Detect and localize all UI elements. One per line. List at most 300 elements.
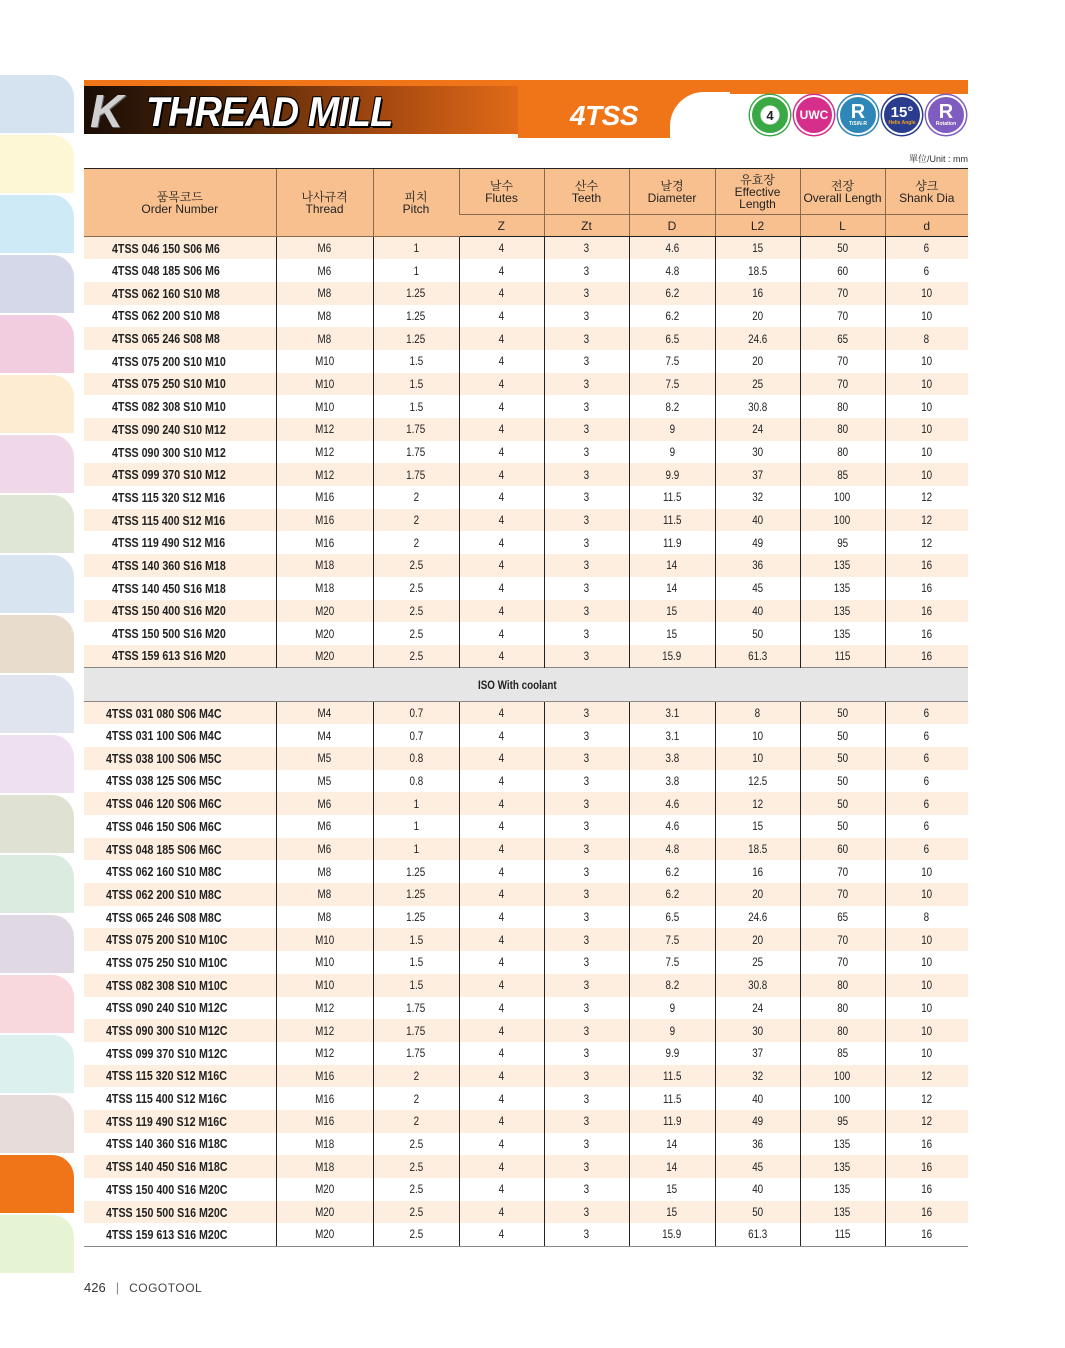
spec-cell: 2.5 [373,1155,459,1178]
spec-cell: 10 [885,395,968,418]
spec-cell: M20 [276,1223,373,1246]
spec-cell: 50 [800,702,885,725]
spec-cell: 70 [800,305,885,328]
spec-cell: 12 [885,1110,968,1133]
side-tab[interactable] [0,795,74,853]
table-row [84,509,968,532]
spec-cell: 50 [800,237,885,260]
side-tab[interactable] [0,315,74,373]
spec-cell: 50 [800,815,885,838]
table-row [84,350,968,373]
helix-angle-badge-icon: 15° Helix Angle [882,95,922,135]
spec-cell: 16 [885,645,968,668]
spec-cell: 3 [544,237,629,260]
spec-cell: 4 [459,600,544,623]
spec-cell: 100 [800,509,885,532]
spec-cell: 3 [544,373,629,396]
column-header-korean: 전장 [830,178,855,193]
spec-cell: M18 [276,1133,373,1156]
spec-cell: M20 [276,1178,373,1201]
order-number-cell: 4TSS 090 240 S10 M12C [106,1000,228,1016]
spec-cell: 10 [885,282,968,305]
spec-cell: 24.6 [715,906,800,929]
spec-cell: 12 [885,531,968,554]
side-tab[interactable] [0,135,74,193]
table-row [84,702,968,725]
spec-cell: 3 [544,860,629,883]
side-tab[interactable] [0,1035,74,1093]
spec-cell: 1.75 [373,1042,459,1065]
spec-cell: 115 [800,645,885,668]
spec-cell: 6.2 [629,883,715,906]
spec-cell: M10 [276,951,373,974]
order-number-cell: 4TSS 099 370 S10 M12 [84,463,276,486]
order-number-cell: 4TSS 065 246 S08 M8 [84,327,276,350]
spec-cell: M6 [276,792,373,815]
spec-cell: 30.8 [715,974,800,997]
spec-cell: 135 [800,1155,885,1178]
table-row [84,441,968,464]
table-row [84,600,968,623]
column-header [373,169,459,237]
spec-cell: 2 [373,486,459,509]
spec-cell: 10 [885,1042,968,1065]
table-row [84,373,968,396]
spec-cell: 3 [544,463,629,486]
spec-cell: 50 [800,770,885,793]
spec-cell: 4 [459,1201,544,1224]
spec-cell: 30 [715,1019,800,1042]
column-header-korean: 품목코드 [156,189,203,204]
spec-cell: 32 [715,486,800,509]
spec-cell: 9 [629,997,715,1020]
side-tab[interactable] [0,855,74,913]
spec-cell: 4 [459,350,544,373]
spec-cell: 65 [800,906,885,929]
spec-cell: 60 [800,259,885,282]
table-row [84,974,968,997]
spec-cell: 4 [459,1133,544,1156]
spec-cell: 3 [544,815,629,838]
spec-cell: 3 [544,1087,629,1110]
spec-cell: 16 [885,554,968,577]
order-number-cell: 4TSS 046 150 S06 M6 [84,237,276,260]
spec-cell: 6.2 [629,305,715,328]
side-tab[interactable] [0,75,74,133]
spec-cell: 3 [544,974,629,997]
table-row [84,418,968,441]
column-symbol: L [800,215,885,237]
spec-cell: 100 [800,1065,885,1088]
spec-cell: 135 [800,1133,885,1156]
table-row [84,305,968,328]
spec-cell: 20 [715,928,800,951]
spec-cell: 6 [885,770,968,793]
spec-cell: 8 [885,906,968,929]
order-number-cell: 4TSS 062 160 S10 M8C [106,864,222,880]
spec-cell: 6 [885,815,968,838]
spec-cell: 3 [544,928,629,951]
spec-cell: M10 [276,928,373,951]
side-tab[interactable] [0,975,74,1033]
spec-cell: 4 [459,395,544,418]
spec-cell: 2.5 [373,645,459,668]
spec-cell: 4 [459,1065,544,1088]
spec-cell: 10 [885,951,968,974]
spec-cell: 3 [544,418,629,441]
column-header [885,169,968,215]
order-number-cell: 4TSS 062 160 S10 M8 [84,282,276,305]
spec-cell: M10 [276,974,373,997]
spec-cell: 3 [544,838,629,861]
column-header-english: Pitch [402,201,430,216]
column-header-english: Shank Dia [899,190,955,205]
spec-cell: 3 [544,1178,629,1201]
column-symbol: L2 [715,215,800,237]
order-number-cell: 4TSS 082 308 S10 M10 [112,399,226,415]
spec-cell: 3 [544,1155,629,1178]
spec-cell: 7.5 [629,373,715,396]
spec-cell: M16 [276,531,373,554]
spec-cell: 4 [459,282,544,305]
spec-cell: 10 [885,305,968,328]
spec-cell: 4.6 [629,792,715,815]
spec-cell: 4 [459,724,544,747]
spec-cell: 3.8 [629,747,715,770]
spec-cell: 3 [544,486,629,509]
column-symbol: Z [459,215,544,237]
side-tab[interactable] [0,1095,74,1153]
spec-cell: 4 [459,997,544,1020]
spec-cell: 100 [800,486,885,509]
spec-cell: 4 [459,770,544,793]
side-tab[interactable] [0,495,74,553]
spec-cell: 3 [544,509,629,532]
spec-cell: 80 [800,974,885,997]
spec-cell: 115 [800,1223,885,1246]
order-number-cell: 4TSS 099 370 S10 M12C [106,1045,228,1061]
spec-cell: 4 [459,815,544,838]
order-number-cell: 4TSS 075 250 S10 M10C [106,954,228,970]
order-number-cell: 4TSS 038 100 S06 M5C [84,747,276,770]
rotation-badge-icon: R Rotation [926,95,966,135]
spec-cell: 4 [459,860,544,883]
spec-cell: 16 [885,1223,968,1246]
order-number-cell: 4TSS 119 490 S12 M16C [84,1110,276,1133]
spec-cell: 3 [544,622,629,645]
spec-cell: 1 [373,259,459,282]
spec-cell: 4 [459,928,544,951]
table-row [84,395,968,418]
spec-cell: 2.5 [373,1178,459,1201]
spec-cell: 50 [715,1201,800,1224]
spec-cell: 4 [459,838,544,861]
table-row [84,770,968,793]
spec-cell: 50 [800,724,885,747]
column-header-english: Overall Length [803,190,882,205]
spec-cell: M20 [276,600,373,623]
column-header-english: Teeth [571,190,602,205]
spec-cell: 4 [459,906,544,929]
spec-cell: 61.3 [715,1223,800,1246]
order-number-cell: 4TSS 140 360 S16 M18C [106,1136,228,1152]
spec-cell: 3 [544,1110,629,1133]
uwc-material-badge-icon: UWC [794,95,834,135]
table-row [84,327,968,350]
order-number-cell: 4TSS 090 300 S10 M12 [112,444,226,460]
spec-cell: 2.5 [373,1223,459,1246]
table-row [84,928,968,951]
spec-cell: 15 [715,815,800,838]
order-number-cell: 4TSS 115 320 S12 M16C [84,1065,276,1088]
spec-cell: 12 [885,486,968,509]
column-header [629,169,715,215]
spec-cell: 6.5 [629,906,715,929]
spec-cell: 3 [544,1133,629,1156]
spec-cell: 3 [544,554,629,577]
spec-cell: 50 [800,747,885,770]
order-number-cell: 4TSS 075 200 S10 M10 [112,353,226,369]
table-row [84,554,968,577]
spec-cell: M8 [276,906,373,929]
spec-cell: 4 [459,531,544,554]
spec-cell: 0.8 [373,770,459,793]
spec-cell: 1 [373,838,459,861]
spec-cell: 80 [800,997,885,1020]
spec-cell: 70 [800,928,885,951]
column-header-english: Effective Length [734,184,781,211]
spec-cell: 25 [715,373,800,396]
order-number-cell: 4TSS 150 400 S16 M20C [106,1181,228,1197]
order-number-cell: 4TSS 115 400 S12 M16 [84,509,276,532]
column-symbol: Zt [544,215,629,237]
spec-cell: 1.75 [373,418,459,441]
spec-cell: M12 [276,418,373,441]
order-number-cell: 4TSS 075 200 S10 M10C [84,928,276,951]
side-tab[interactable] [0,555,74,613]
spec-cell: 4.8 [629,259,715,282]
column-symbol: d [885,215,968,237]
column-header [715,169,800,215]
spec-cell: 60 [800,838,885,861]
spec-cell: 14 [629,554,715,577]
spec-cell: 6 [885,747,968,770]
spec-cell: M5 [276,747,373,770]
side-tab[interactable] [0,915,74,973]
table-row [84,1042,968,1065]
spec-cell: 20 [715,350,800,373]
column-header-korean: 샹크 [915,178,939,193]
order-number-cell: 4TSS 048 185 S06 M6 [112,263,220,279]
spec-cell: 65 [800,327,885,350]
table-row [84,577,968,600]
spec-cell: 4 [459,418,544,441]
spec-cell: M6 [276,815,373,838]
side-tab-active[interactable] [0,1155,74,1213]
spec-cell: 10 [715,724,800,747]
spec-cell: M6 [276,259,373,282]
spec-cell: 10 [715,747,800,770]
spec-table [84,168,968,1247]
spec-cell: 4 [459,509,544,532]
spec-cell: 4 [459,486,544,509]
spec-cell: 7.5 [629,951,715,974]
spec-cell: 3 [544,577,629,600]
order-number-cell: 4TSS 090 240 S10 M12 [84,418,276,441]
spec-cell: 45 [715,577,800,600]
order-number-cell: 4TSS 119 490 S12 M16 [112,535,226,551]
spec-cell: 4 [459,577,544,600]
spec-cell: 25 [715,951,800,974]
spec-cell: 18.5 [715,259,800,282]
spec-cell: 4 [459,463,544,486]
order-number-cell: 4TSS 046 150 S06 M6C [106,818,222,834]
spec-cell: 1.25 [373,883,459,906]
spec-cell: M12 [276,441,373,464]
spec-cell: 6 [885,237,968,260]
side-tab[interactable] [0,435,74,493]
spec-cell: M8 [276,883,373,906]
spec-cell: 9.9 [629,1042,715,1065]
order-number-cell: 4TSS 115 320 S12 M16 [112,489,226,505]
spec-cell: 40 [715,600,800,623]
spec-cell: 20 [715,305,800,328]
spec-cell: 11.5 [629,486,715,509]
spec-cell: 11.5 [629,509,715,532]
spec-cell: 2 [373,1110,459,1133]
spec-cell: M18 [276,1155,373,1178]
order-number-cell: 4TSS 150 400 S16 M20 [84,600,276,623]
spec-cell: 4 [459,792,544,815]
spec-cell: 7.5 [629,928,715,951]
spec-cell: 61.3 [715,645,800,668]
flute-count-badge-icon: 4 [750,95,790,135]
side-index-tabs [0,75,74,1275]
spec-cell: 3 [544,600,629,623]
order-number-cell: 4TSS 115 400 S12 M16C [106,1091,227,1107]
spec-cell: 11.5 [629,1087,715,1110]
spec-cell: 4 [459,1155,544,1178]
spec-cell: 12 [715,792,800,815]
spec-cell: 4 [459,373,544,396]
spec-cell: 1.5 [373,951,459,974]
spec-cell: 4 [459,1178,544,1201]
spec-cell: 4 [459,327,544,350]
spec-cell: 6 [885,838,968,861]
spec-cell: M10 [276,395,373,418]
side-tab[interactable] [0,675,74,733]
spec-cell: 12 [885,509,968,532]
side-tab[interactable] [0,195,74,253]
side-tab[interactable] [0,375,74,433]
spec-cell: 10 [885,860,968,883]
spec-cell: 10 [885,997,968,1020]
spec-cell: 6 [885,259,968,282]
spec-cell: 3 [544,645,629,668]
table-row [84,1065,968,1088]
spec-cell: 45 [715,1155,800,1178]
spec-cell: 1 [373,237,459,260]
spec-cell: 40 [715,509,800,532]
spec-cell: 80 [800,395,885,418]
spec-cell: 2.5 [373,622,459,645]
spec-cell: 16 [885,1133,968,1156]
spec-cell: 3 [544,1223,629,1246]
spec-cell: 10 [885,1019,968,1042]
side-tab[interactable] [0,735,74,793]
spec-cell: 10 [885,463,968,486]
column-header-korean: 날경 [660,178,684,193]
spec-cell: 1.25 [373,282,459,305]
spec-cell: 3 [544,770,629,793]
order-number-cell: 4TSS 150 500 S16 M20C [84,1201,276,1224]
side-tab[interactable] [0,615,74,673]
spec-cell: 4 [459,1042,544,1065]
spec-cell: 1.5 [373,373,459,396]
order-number-cell: 4TSS 140 360 S16 M18 [84,554,276,577]
order-number-cell: 4TSS 065 246 S08 M8C [106,909,222,925]
spec-cell: 15.9 [629,1223,715,1246]
spec-cell: 1.25 [373,305,459,328]
spec-cell: M6 [276,237,373,260]
spec-cell: M12 [276,1042,373,1065]
spec-cell: M20 [276,645,373,668]
table-row [84,1019,968,1042]
spec-cell: 2.5 [373,577,459,600]
spec-cell: M4 [276,724,373,747]
table-row [84,463,968,486]
spec-cell: 3 [544,1201,629,1224]
spec-cell: 2.5 [373,1133,459,1156]
footer-separator: | [115,1280,120,1295]
spec-cell: M10 [276,350,373,373]
spec-cell: 16 [885,1178,968,1201]
spec-cell: 1.75 [373,441,459,464]
spec-cell: 1.75 [373,463,459,486]
spec-cell: 9 [629,418,715,441]
side-tab[interactable] [0,255,74,313]
spec-cell: 1.5 [373,395,459,418]
spec-cell: 8.2 [629,395,715,418]
spec-cell: 2 [373,1087,459,1110]
spec-cell: 1.5 [373,350,459,373]
spec-cell: 100 [800,1087,885,1110]
spec-cell: M8 [276,305,373,328]
spec-cell: 50 [800,792,885,815]
spec-cell: 1.5 [373,974,459,997]
side-tab[interactable] [0,1215,74,1273]
order-number-cell: 4TSS 046 120 S06 M6C [84,792,276,815]
spec-cell: 95 [800,531,885,554]
spec-cell: 30.8 [715,395,800,418]
column-header-english: Diameter [647,190,697,205]
order-number-cell: 4TSS 082 308 S10 M10C [84,974,276,997]
order-number-cell: 4TSS 140 450 S16 M18 [112,580,226,596]
spec-cell: M16 [276,1087,373,1110]
spec-cell: 1.75 [373,997,459,1020]
column-header-english: Order Number [141,201,219,216]
spec-cell: 4 [459,883,544,906]
column-header-english: Thread [305,201,344,216]
table-row [84,747,968,770]
table-row [84,838,968,861]
spec-cell: 1.75 [373,1019,459,1042]
spec-cell: 135 [800,577,885,600]
spec-cell: 1.25 [373,906,459,929]
page-title: THREAD MILL [146,88,393,135]
spec-cell: 85 [800,463,885,486]
spec-cell: 15 [629,600,715,623]
